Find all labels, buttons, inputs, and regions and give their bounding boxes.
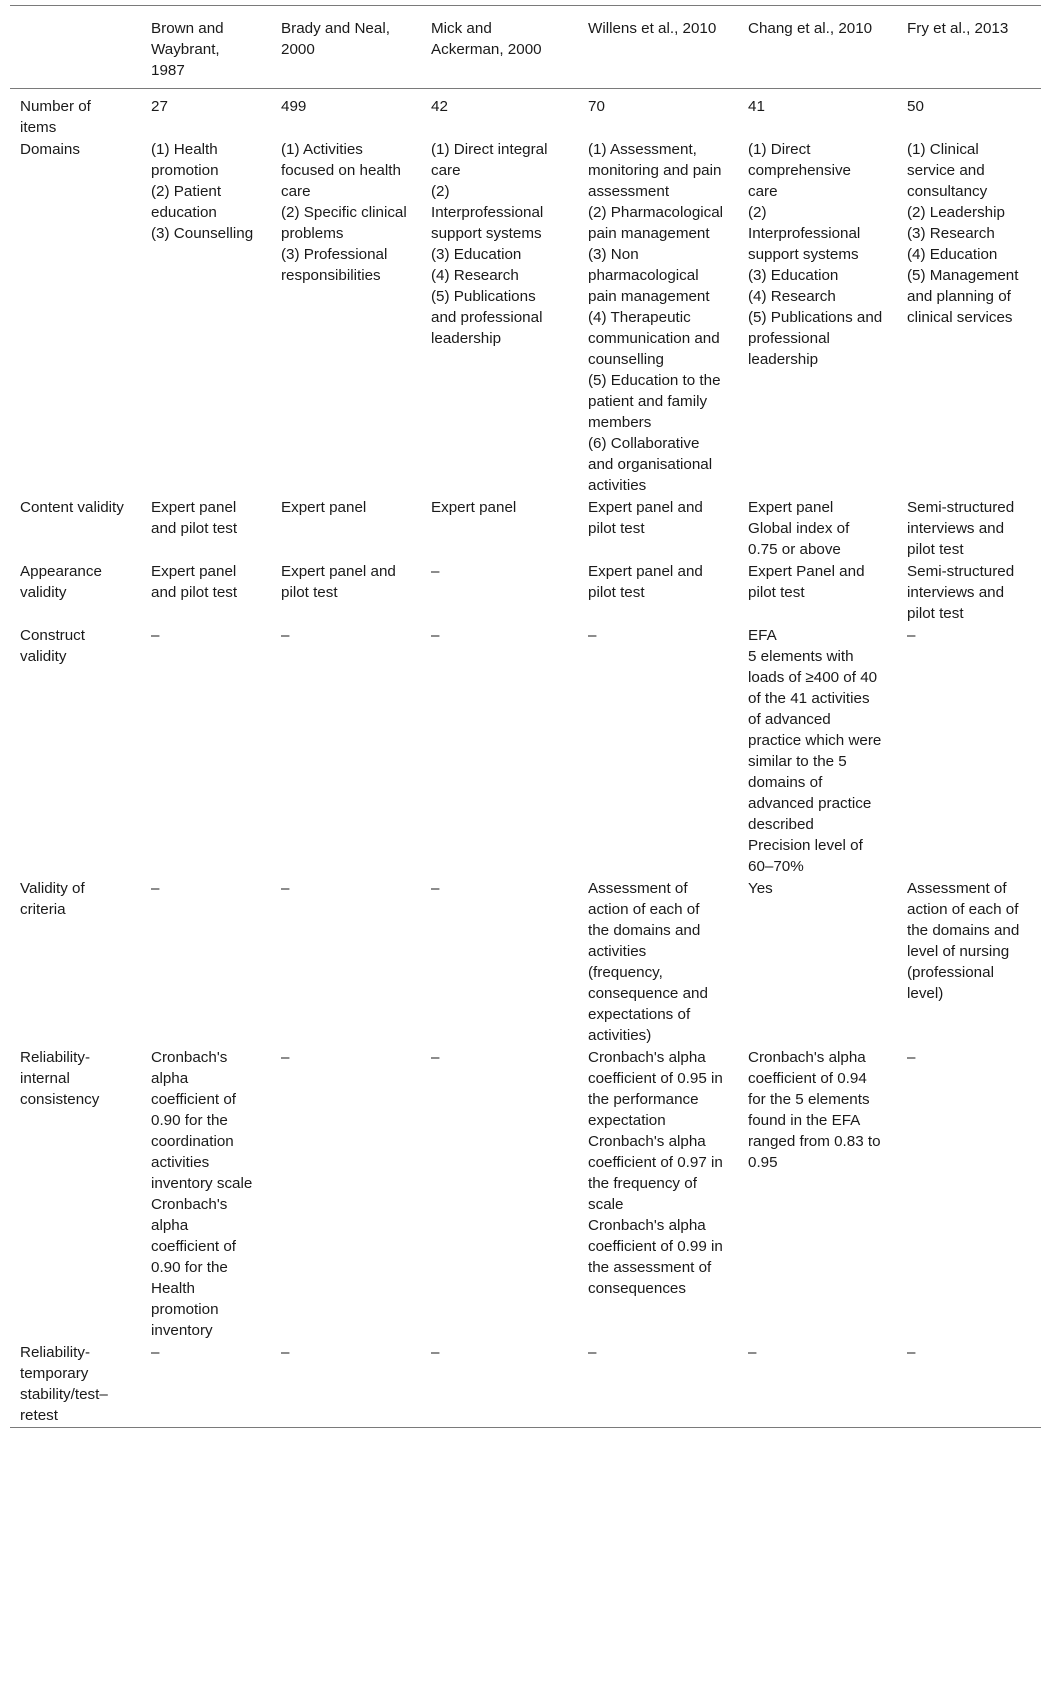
row-label: Validity of criteria [20, 880, 85, 918]
row-label: Construct validity [20, 627, 85, 665]
table-cell: (1) Assessment, monitoring and pain assessment (2) Pharmacological pain management (3) Non pharmacological pain management (4) Therapeutic communication and counselling (5) Education to the patient and family members (6) Collaborative and organisational activities [588, 141, 724, 494]
table-cell: (1) Direct comprehensive care (2) Interprofessional support systems (3) Education (4) Research (5) Publications and professional leadership [748, 141, 883, 368]
column-header-brown-waybrant: Brown and Waybrant, 1987 [151, 20, 224, 79]
table-cell: – [588, 627, 597, 644]
table-cell: (1) Direct integral care (2) Interprofessional support systems (3) Education (4) Research (5) Publications and professional leadership [431, 141, 548, 347]
table-row-appearance-validity [10, 561, 1041, 625]
table-cell: Expert panel and pilot test [151, 563, 238, 601]
table-cell: – [151, 627, 160, 644]
table-cell: (1) Activities focused on health care (2) Specific clinical problems (3) Professional responsibilities [281, 141, 407, 284]
table-cell: Semi-structured interviews and pilot test [907, 499, 1015, 558]
table-cell: Yes [748, 880, 773, 897]
table-row-validity-of-criteria [10, 878, 1041, 1047]
column-header-fry: Fry et al., 2013 [907, 20, 1009, 37]
instruments-comparison-table [10, 5, 1041, 1428]
table-body [10, 89, 1041, 1428]
table-cell: – [748, 1344, 757, 1361]
table-cell: – [431, 563, 440, 580]
table-cell: Semi-structured interviews and pilot test [907, 563, 1015, 622]
table-cell: Assessment of action of each of the domains and level of nursing (professional level) [907, 880, 1020, 1002]
table-row-number-of-items [10, 89, 1041, 140]
column-header-mick-ackerman: Mick and Ackerman, 2000 [431, 20, 542, 58]
table-cell: (1) Health promotion (2) Patient education (3) Counselling [151, 141, 254, 242]
table-cell: Cronbach's alpha coefficient of 0.90 for the coordination activities inventory scale Cronbach's alpha coefficient of 0.90 for the Health promotion inventory [151, 1049, 253, 1339]
table-cell: – [431, 1049, 440, 1066]
table-row-internal-consistency [10, 1047, 1041, 1342]
table-cell: – [907, 1344, 916, 1361]
table-cell: Expert panel [431, 499, 517, 516]
table-header [10, 6, 1041, 89]
column-header-willens: Willens et al., 2010 [588, 20, 717, 37]
column-header-brady-neal: Brady and Neal, 2000 [281, 20, 390, 58]
table-row-test-retest [10, 1342, 1041, 1428]
table-cell: 70 [588, 98, 605, 115]
table-cell: EFA 5 elements with loads of ≥400 of 40 of the 41 activities of advanced practice which were similar to the 5 domains of advanced practice described Precision level of 60–70% [748, 627, 882, 875]
table-cell: Cronbach's alpha coefficient of 0.94 for the 5 elements found in the EFA ranged from 0.83 to 0.95 [748, 1049, 881, 1171]
table-cell: Cronbach's alpha coefficient of 0.95 in the performance expectation Cronbach's alpha coefficient of 0.97 in the frequency of scale Cronbach's alpha coefficient of 0.99 in the assessment of consequences [588, 1049, 723, 1297]
table-cell: 499 [281, 98, 307, 115]
row-label: Domains [20, 141, 80, 158]
table-cell: – [907, 1049, 916, 1066]
table-cell: – [281, 880, 290, 897]
table-cell: – [151, 880, 160, 897]
table-cell: 27 [151, 98, 168, 115]
table-cell: – [588, 1344, 597, 1361]
row-label: Appearance validity [20, 563, 102, 601]
table-cell: – [281, 1049, 290, 1066]
table-cell: – [281, 1344, 290, 1361]
table-cell: 50 [907, 98, 924, 115]
table-cell: – [151, 1344, 160, 1361]
table-cell: – [431, 1344, 440, 1361]
table-cell: Expert panel and pilot test [588, 499, 703, 537]
column-header-chang: Chang et al., 2010 [748, 20, 873, 37]
table-cell: – [281, 627, 290, 644]
table-cell: Expert panel and pilot test [151, 499, 238, 537]
table-row-construct-validity [10, 625, 1041, 878]
column-header-empty [10, 6, 141, 89]
table-cell: 42 [431, 98, 448, 115]
table-cell: – [431, 627, 440, 644]
row-label: Content validity [20, 499, 124, 516]
table-cell: Expert panel [281, 499, 367, 516]
row-label: Number of items [20, 98, 91, 136]
table-cell: Expert Panel and pilot test [748, 563, 865, 601]
table-row-content-validity [10, 497, 1041, 561]
row-label: Reliability-internal consistency [20, 1049, 100, 1108]
table-cell: Assessment of action of each of the domains and activities (frequency, consequence and expectations of activities) [588, 880, 708, 1044]
table-cell: Expert panel and pilot test [281, 563, 396, 601]
table-row-domains [10, 139, 1041, 497]
row-label: Reliability-temporary stability/test–retest [20, 1344, 108, 1424]
table-cell: – [431, 880, 440, 897]
table-cell: – [907, 627, 916, 644]
table-container [10, 5, 1041, 1428]
table-cell: (1) Clinical service and consultancy (2) Leadership (3) Research (4) Education (5) Management and planning of clinical services [907, 141, 1019, 326]
table-cell: Expert panel Global index of 0.75 or above [748, 499, 850, 558]
table-cell: Expert panel and pilot test [588, 563, 703, 601]
table-cell: 41 [748, 98, 765, 115]
header-row [10, 6, 1041, 89]
